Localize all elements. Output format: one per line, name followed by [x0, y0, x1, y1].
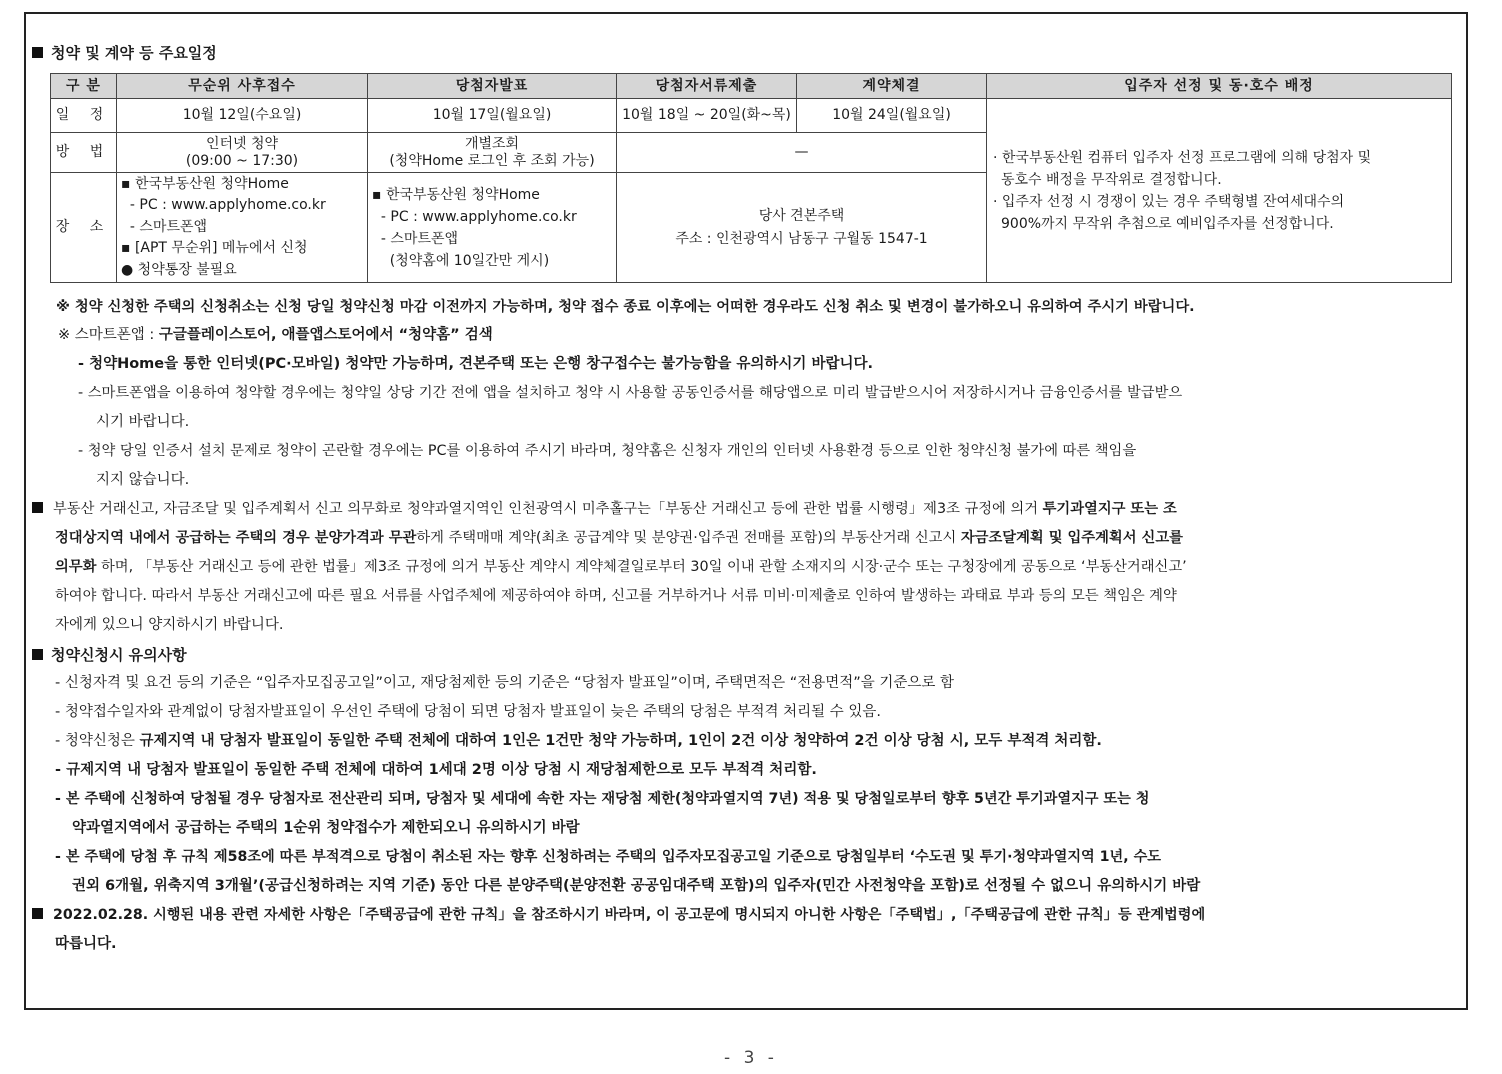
place-line: - 스마트폰앱	[372, 230, 459, 247]
header-announcement: 당첨자발표	[368, 74, 617, 99]
square-bullet-icon	[32, 502, 43, 513]
cell-documents-contract-method: —	[617, 133, 987, 173]
caution-emphasis: 규제지역 내 당첨자 발표일이 동일한 주택 전체에 대하여 1인은 1건만 청약 가능하며, 1인이 2건 이상 청약하여 2건 이상 당첨 시, 모두 부적격 처리함.	[139, 733, 1102, 749]
realestate-text: 부동산 거래신고, 자금조달 및 입주계획서 신고 의무화로 청약과열지역인 인천광역시 미추홀구는「부동산 거래신고 등에 관한 법률 시행령」제3조 규정에 의거	[53, 501, 1043, 517]
row-label-method: 방 법	[51, 133, 117, 173]
note-app-cert-cont: 시기 바랍니다.	[96, 414, 190, 430]
cell-announcement-date: 10월 17일(월요일)	[368, 99, 617, 133]
note-smartphone-store: 구글플레이스토어, 애플앱스토어에서 “청약홈” 검색	[158, 327, 493, 343]
note-cancel: ※ 청약 신청한 주택의 신청취소는 신청 당일 청약신청 마감 이전까지 가능하며, 청약 접수 종료 이후에는 어떠한 경우라도 신청 취소 및 변경이 불가하오니 유의하여 주시기 바랍니다.	[56, 299, 1195, 315]
header-documents: 당첨자서류제출	[617, 74, 797, 99]
realestate-text: 하며, 「부동산 거래신고 등에 관한 법률」제3조 규정에 의거 부동산 계약시 계약체결일로부터 30일 이내 관할 소재지의 시장·군수 또는 구청장에게 공동으로 ‘부동산거래신고’	[96, 559, 1187, 575]
caution-criteria: - 신청자격 및 요건 등의 기준은 “입주자모집공고일”이고, 재당첨제한 등의 기준은 “당첨자 발표일”이며, 주택면적은 “전용면적”을 기준으로 함	[55, 675, 955, 691]
section-title-schedule: 청약 및 계약 등 주요일정	[32, 42, 217, 63]
cell-application-place	[117, 173, 368, 283]
selection-line: 900%까지 무작위 추첨으로 예비입주자를 선정합니다.	[1001, 215, 1334, 232]
realestate-emphasis: 자금조달계획 및 입주계획서 신고를	[960, 530, 1183, 546]
place-line: ▪ 한국부동산원 청약Home	[372, 186, 540, 203]
cell-application-date: 10월 12일(수요일)	[117, 99, 368, 133]
model-house-address: 주소 : 인천광역시 남동구 구월동 1547-1	[675, 230, 928, 247]
method-text: 개별조회	[464, 135, 520, 152]
realestate-line-3	[55, 557, 1187, 577]
square-bullet-icon	[32, 908, 43, 919]
table-header-row	[51, 74, 1452, 99]
realestate-line-2	[55, 528, 1183, 548]
header-category: 구 분	[51, 74, 117, 99]
caution-household: - 규제지역 내 당첨자 발표일이 동일한 주택 전체에 대하여 1세대 2명 이상 당첨 시 재당첨제한으로 모두 부적격 처리함.	[55, 762, 817, 778]
square-bullet-icon	[32, 649, 43, 660]
method-note: (청약Home 로그인 후 조회 가능)	[389, 152, 595, 169]
place-line: ▪ [APT 무순위] 메뉴에서 신청	[121, 240, 308, 257]
schedule-table	[50, 73, 1452, 283]
caution-rewin-limit: - 본 주택에 신청하여 당첨될 경우 당첨자로 전산관리 되며, 당첨자 및 세대에 속한 자는 재당첨 제한(청약과열지역 7년) 적용 및 당첨일로부터 향후 5년간 투기과열지구 또는 청	[55, 791, 1150, 807]
place-line: - 스마트폰앱	[121, 218, 208, 235]
realestate-emphasis: 정대상지역 내에서 공급하는 주택의 경우 분양가격과 무관	[55, 530, 417, 546]
cell-announcement-place	[368, 173, 617, 283]
cell-selection	[987, 99, 1452, 283]
final-note-cont: 따릅니다.	[55, 936, 117, 952]
note-smartphone-label: ※ 스마트폰앱 :	[58, 327, 159, 343]
section-title-cautions: 청약신청시 유의사항	[32, 644, 187, 665]
row-label-place: 장 소	[51, 173, 117, 283]
caution-ineligible-cont: 권외 6개월, 위축지역 3개월’(공급신청하려는 지역 기준) 동안 다른 분양주택(분양전환 공공임대주택 포함)의 입주자(민간 사전청약을 포함)로 선정될 수 없으니 유의하시기 바람	[72, 878, 1201, 894]
header-selection: 입주자 선정 및 동·호수 배정	[987, 74, 1452, 99]
cell-documents-date: 10월 18일 ~ 20일(화~목)	[617, 99, 797, 133]
cell-application-method	[117, 133, 368, 173]
selection-line: · 입주자 선정 시 경쟁이 있는 경우 주택형별 잔여세대수의	[993, 193, 1345, 210]
page-number: - 3 -	[724, 1048, 778, 1068]
header-application: 무순위 사후접수	[117, 74, 368, 99]
selection-line: · 한국부동산원 컴퓨터 입주자 선정 프로그램에 의해 당첨자 및	[993, 149, 1372, 166]
caution-ineligible: - 본 주택에 당첨 후 규칙 제58조에 따른 부적격으로 당첨이 취소된 자는 향후 신청하려는 주택의 입주자모집공고일 기준으로 당첨일부터 ‘수도권 및 투기·청약과열지역 1년, 수도	[55, 849, 1161, 865]
caution-rewin-limit-cont: 약과열지역에서 공급하는 주택의 1순위 청약접수가 제한되오니 유의하시기 바람	[72, 820, 580, 836]
note-app-cert: - 스마트폰앱을 이용하여 청약할 경우에는 청약일 상당 기간 전에 앱을 설치하고 청약 시 사용할 공동인증서를 해당앱으로 미리 발급받으시어 저장하시거나 금융인증서를 발급받으	[78, 385, 1183, 401]
realestate-emphasis: 의무화	[55, 559, 97, 575]
caution-one-per-person	[55, 731, 1102, 751]
place-line: (청약홈에 10일간만 게시)	[372, 252, 550, 269]
realestate-text: 하게 주택매매 계약(최초 공급계약 및 분양권·입주권 전매를 포함)의 부동산거래 신고시	[416, 530, 961, 546]
note-cert-issue-cont: 지지 않습니다.	[96, 472, 190, 488]
caution-text: - 청약신청은	[55, 733, 140, 749]
place-line: - PC : www.applyhome.co.kr	[372, 208, 577, 225]
note-cert-issue: - 청약 당일 인증서 설치 문제로 청약이 곤란할 경우에는 PC를 이용하여 주시기 바라며, 청약홈은 신청자 개인의 인터넷 사용환경 등으로 인한 청약신청 불가에 따른 책임을	[78, 443, 1137, 459]
place-line: ▪ 한국부동산원 청약Home	[121, 175, 289, 192]
realestate-line-4: 하여야 합니다. 따라서 부동산 거래신고에 따른 필요 서류를 사업주체에 제공하여야 하며, 신고를 거부하거나 서류 미비·미제출로 인하여 발생하는 과태료 부과 등의 모든 책임은 계약	[55, 588, 1177, 604]
square-bullet-icon	[32, 47, 43, 58]
note-internet-only: - 청약Home을 통한 인터넷(PC·모바일) 청약만 가능하며, 견본주택 또는 은행 창구접수는 불가능함을 유의하시기 바랍니다.	[78, 356, 873, 372]
table-row-date	[51, 99, 1452, 133]
realestate-line-5: 자에게 있으니 양지하시기 바랍니다.	[55, 617, 284, 633]
method-text: 인터넷 청약	[205, 135, 279, 152]
caution-priority: - 청약접수일자와 관계없이 당첨자발표일이 우선인 주택에 당첨이 되면 당첨자 발표일이 늦은 주택의 당첨은 부적격 처리될 수 있음.	[55, 704, 881, 720]
cell-contract-date: 10월 24일(월요일)	[797, 99, 987, 133]
note-smartphone	[58, 325, 493, 345]
cell-announcement-method	[368, 133, 617, 173]
final-text: 2022.02.28. 시행된 내용 관련 자세한 사항은「주택공급에 관한 규칙」을 참조하시기 바라며, 이 공고문에 명시되지 아니한 사항은「주택법」,「주택공급에 관한 규칙」등 관계법령에	[53, 907, 1206, 923]
cell-model-house	[617, 173, 987, 283]
place-line: ● 청약통장 불필요	[121, 261, 237, 278]
place-line: - PC : www.applyhome.co.kr	[121, 197, 326, 214]
realestate-line-1	[32, 499, 1177, 519]
final-note	[32, 905, 1205, 925]
model-house-name: 당사 견본주택	[758, 207, 845, 224]
header-contract: 계약체결	[797, 74, 987, 99]
selection-line: 동호수 배정을 무작위로 결정합니다.	[1001, 171, 1222, 188]
row-label-date: 일 정	[51, 99, 117, 133]
method-hours: (09:00 ~ 17:30)	[185, 152, 299, 169]
realestate-emphasis: 투기과열지구 또는 조	[1042, 501, 1177, 517]
